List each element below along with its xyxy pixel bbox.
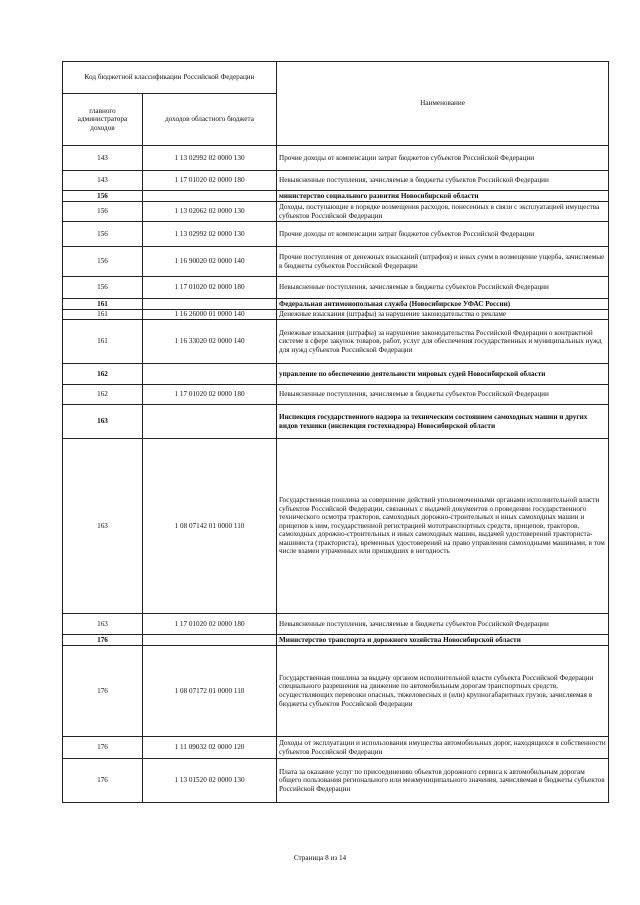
cell-name: Невыясненные поступления, зачисляемые в бюджеты субъектов Российской Федерации	[277, 614, 609, 635]
cell-code: 1 08 07172 01 0000 110	[143, 646, 277, 737]
cell-name: Доходы, поступающие в порядке возмещения расходов, понесенных в связи с эксплуатацией имущества субъектов Российской Федерации	[277, 202, 609, 222]
cell-code	[143, 405, 277, 439]
cell-code	[143, 191, 277, 202]
cell-name: Государственная пошлина за выдачу органом исполнительной власти субъекта Российской Федерации специального разрешения на движение по автомобильным дорогам транспортных средств, осуществляющих перевозки опасных, тяжеловесных и (или) крупногабаритных грузов, зачисляемая в бюджеты субъектов Российской Федерации	[277, 646, 609, 737]
cell-name: Государственная пошлина за совершение действий уполномоченными органами исполнительной власти субъектов Российской Федерации, связанных с выдачей документов о проведении государственного технического осмотра тракторов, самоходных дорожно-строительных и иных самоходных машин и прицепов к ним, государственной регистрацией мототранспортных средств, прицепов, тракторов, самоходных дорожно-строительных и иных самоходных машин, выдачей удостоверений тракториста-машиниста (тракториста), временных удостоверений на право управления самоходными машинами, в том числе взамен утраченных или пришедших в негодность	[277, 439, 609, 614]
cell-code: 1 16 90020 02 0000 140	[143, 247, 277, 277]
cell-name: Невыясненные поступления, зачисляемые в бюджеты субъектов Российской Федерации	[277, 385, 609, 405]
table-row	[63, 320, 609, 364]
cell-name: Министерство транспорта и дорожного хозяйства Новосибирской области	[277, 635, 609, 646]
cell-admin: 163	[63, 405, 143, 439]
header-name: Наименование	[277, 62, 609, 146]
cell-admin: 176	[63, 737, 143, 759]
header-admin: главного администратора доходов	[63, 94, 143, 146]
cell-name: Денежные взыскания (штрафы) за нарушение законодательства о рекламе	[277, 310, 609, 320]
cell-code: 1 13 02992 02 0000 130	[143, 146, 277, 171]
cell-code: 1 13 01520 02 0000 130	[143, 759, 277, 803]
cell-code: 1 13 02062 02 0000 130	[143, 202, 277, 222]
cell-name: министерство социального развития Новосибирской области	[277, 191, 609, 202]
table-row	[63, 277, 609, 299]
header-income: доходов областного бюджета	[143, 94, 277, 146]
cell-code: 1 16 26000 01 0000 140	[143, 310, 277, 320]
cell-admin: 163	[63, 439, 143, 614]
cell-admin: 161	[63, 320, 143, 364]
cell-admin: 156	[63, 247, 143, 277]
cell-admin: 156	[63, 277, 143, 299]
cell-code: 1 17 01020 02 0000 180	[143, 277, 277, 299]
table-row	[63, 364, 609, 385]
table-row	[63, 222, 609, 247]
cell-name: Невыясненные поступления, зачисляемые в бюджеты субъектов Российской Федерации	[277, 171, 609, 191]
cell-code: 1 13 02992 02 0000 130	[143, 222, 277, 247]
cell-name: управление по обеспечению деятельности мировых судей Новосибирской области	[277, 364, 609, 385]
table-row	[63, 299, 609, 310]
cell-name: Доходы от эксплуатации и использования имущества автомобильных дорог, находящихся в собственности субъектов Российской Федерации	[277, 737, 609, 759]
cell-admin: 176	[63, 635, 143, 646]
page-number: Страница 8 из 14	[293, 854, 347, 862]
cell-code: 1 17 01020 02 0000 180	[143, 614, 277, 635]
table-row	[63, 171, 609, 191]
header-group-title: Код бюджетной классификации Российской Федерации	[63, 62, 277, 94]
cell-admin: 143	[63, 171, 143, 191]
cell-name: Плата за оказание услуг по присоединению объектов дорожного сервиса к автомобильным дорогам общего пользования регионального или межмуниципального значения, зачисляемая в бюджеты субъектов Российской Федерации	[277, 759, 609, 803]
cell-name: Федеральная антимонопольная служба (Новосибирское УФАС России)	[277, 299, 609, 310]
cell-code: 1 11 09032 02 0000 120	[143, 737, 277, 759]
table-row	[63, 191, 609, 202]
table-row	[63, 759, 609, 803]
cell-admin: 162	[63, 364, 143, 385]
table-row	[63, 405, 609, 439]
table-row	[63, 310, 609, 320]
cell-name: Прочие доходы от компенсации затрат бюджетов субъектов Российской Федерации	[277, 146, 609, 171]
cell-name: Прочие доходы от компенсации затрат бюджетов субъектов Российской Федерации	[277, 222, 609, 247]
cell-code: 1 16 33020 02 0000 140	[143, 320, 277, 364]
table-header	[63, 62, 609, 146]
table-row	[63, 202, 609, 222]
table-row	[63, 737, 609, 759]
cell-admin: 176	[63, 646, 143, 737]
cell-code: 1 08 07142 01 0000 110	[143, 439, 277, 614]
table-row	[63, 439, 609, 614]
table-row	[63, 614, 609, 635]
table-row	[63, 646, 609, 737]
cell-code: 1 17 01020 02 0000 180	[143, 171, 277, 191]
cell-admin: 163	[63, 614, 143, 635]
cell-code	[143, 299, 277, 310]
cell-admin: 156	[63, 202, 143, 222]
cell-admin: 143	[63, 146, 143, 171]
cell-admin: 161	[63, 299, 143, 310]
cell-admin: 156	[63, 191, 143, 202]
cell-code	[143, 635, 277, 646]
cell-admin: 156	[63, 222, 143, 247]
cell-name: Денежные взыскания (штрафы) за нарушение законодательства Российской Федерации о контрактной системе в сфере закупок товаров, работ, услуг для обеспечения государственных и муниципальных нужд для нужд субъектов Российской Федерации	[277, 320, 609, 364]
cell-code	[143, 364, 277, 385]
table-row	[63, 385, 609, 405]
table-body	[63, 146, 609, 803]
table-row	[63, 635, 609, 646]
table-row	[63, 247, 609, 277]
cell-admin: 162	[63, 385, 143, 405]
cell-name: Инспекция государственного надзора за техническим состоянием самоходных машин и других видов техники (инспекция гостехнадзора) Новосибирской области	[277, 405, 609, 439]
table-row	[63, 146, 609, 171]
cell-admin: 176	[63, 759, 143, 803]
budget-classification-table	[62, 61, 609, 803]
cell-name: Прочие поступления от денежных взысканий (штрафов) и иных сумм в возмещение ущерба, зачисляемые в бюджеты субъектов Российской Федерации	[277, 247, 609, 277]
cell-admin: 161	[63, 310, 143, 320]
cell-name: Невыясненные поступления, зачисляемые в бюджеты субъектов Российской Федерации	[277, 277, 609, 299]
cell-code: 1 17 01020 02 0000 180	[143, 385, 277, 405]
